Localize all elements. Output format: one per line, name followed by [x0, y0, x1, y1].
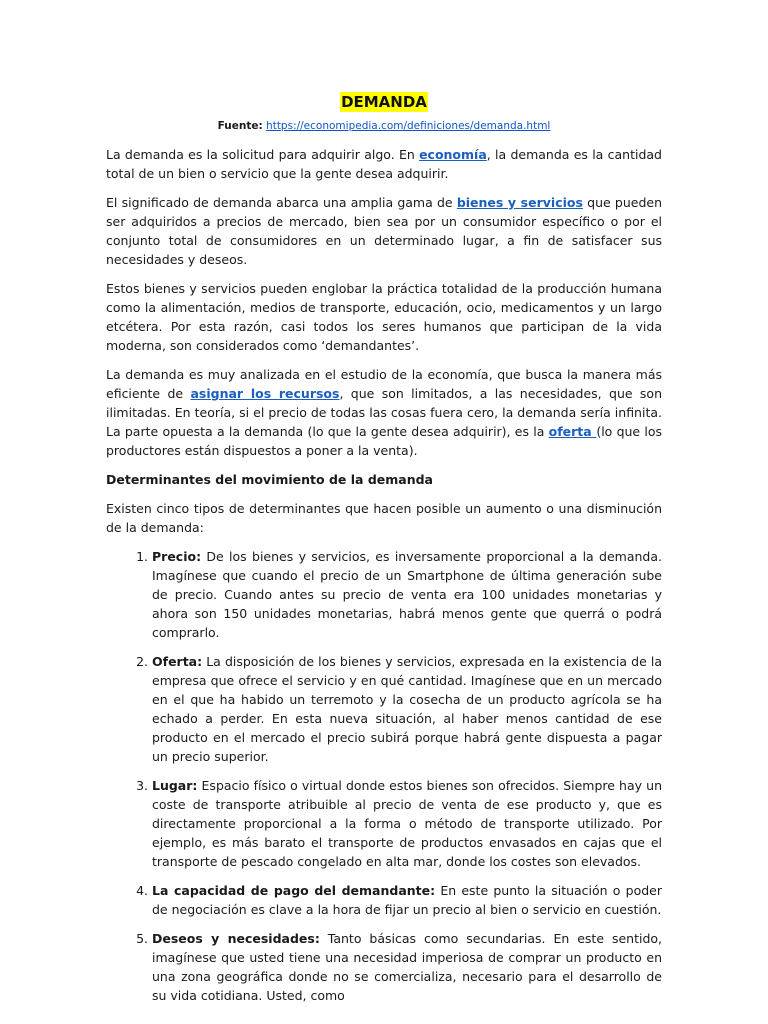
paragraph-5: Existen cinco tipos de determinantes que hacen posible un aumento o una disminución de la demanda:: [106, 501, 662, 535]
p4-text-b: , que son limitados, a las necesidades, que son ilimitadas. En teoría, si el precio de todas las cosas fuera cero, la demanda sería infinita. La parte opuesta a la demanda (lo que la gente desea adquirir), es la: [106, 386, 662, 439]
list-item-text: Espacio físico o virtual donde estos bienes son ofrecidos. Siempre hay un coste de transporte atribuible al precio de venta de ese producto y, que es directamente proporcional a la forma o método de transporte utilizado. Por ejemplo, es más barato el transporte de productos envasados en cajas que el transporte de pescado congelado en alta mar, donde los costes son elevados.: [152, 778, 662, 869]
paragraph-4: [106, 365, 662, 460]
p1-text-b: , la demanda es la cantidad total de un bien o servicio que la gente desea adquirir.: [106, 147, 662, 181]
list-item: [152, 881, 662, 919]
link-oferta[interactable]: oferta: [548, 424, 597, 439]
title-wrap: [106, 92, 662, 112]
source-url-link[interactable]: https://economipedia.com/definiciones/demanda.html: [266, 120, 551, 132]
paragraph-1: [106, 145, 662, 183]
paragraph-2: [106, 193, 662, 269]
p2-text-a: El significado de demanda abarca una amplia gama de: [106, 195, 457, 210]
list-item-term: Deseos y necesidades:: [152, 931, 320, 946]
paragraph-3: Estos bienes y servicios pueden englobar la práctica totalidad de la producción humana como la alimentación, medios de transporte, educación, ocio, medicamentos y un largo etcétera. Por esta razón, casi todos los seres humanos que participan de la vida moderna, son considerados como ‘demandantes’.: [106, 281, 662, 353]
list-item: [152, 929, 662, 1005]
list-item-text: Tanto básicas como secundarias. En este sentido, imagínese que usted tiene una necesidad imperiosa de comprar un producto en una zona geográfica donde no se comercializa, necesario para el desarrollo de su vida cotidiana. Usted, como: [152, 931, 662, 1003]
link-asignar-recursos[interactable]: asignar los recursos: [190, 386, 340, 401]
link-bienes-servicios[interactable]: bienes y servicios: [456, 195, 583, 210]
list-item-term: La capacidad de pago del demandante:: [152, 883, 436, 898]
list-item: [152, 547, 662, 642]
list-item-text: La disposición de los bienes y servicios, expresada en la existencia de la empresa que ofrece el servicio y en qué cantidad. Imagínese que en un mercado en el que ha habido un terremoto y la cosecha de un producto agrícola se ha echado a perder. En esta nueva situación, al haber menos cantidad de ese producto en el mercado el precio subirá porque habrá gente dispuesta a pagar un precio superior.: [152, 654, 662, 764]
source-label: Fuente:: [217, 120, 263, 132]
section-heading: Determinantes del movimiento de la demanda: [106, 472, 433, 487]
source-line: [106, 119, 662, 133]
p4-text-c: (lo que los productores están dispuestos a poner a la venta).: [106, 424, 662, 458]
p2-text-b: que pueden ser adquiridos a precios de mercado, bien sea por un consumidor específico o por el conjunto total de consumidores en un determinado lugar, a fin de satisfacer sus necesidades y deseos.: [106, 195, 662, 267]
p4-text-a: La demanda es muy analizada en el estudio de la economía, que busca la manera más eficiente de: [106, 367, 662, 401]
list-item-term: Precio:: [152, 549, 202, 564]
list-item: [152, 776, 662, 871]
list-item-term: Lugar:: [152, 778, 198, 793]
link-economia[interactable]: economía: [419, 147, 487, 162]
determinants-list: [106, 547, 662, 1005]
list-item-term: Oferta:: [152, 654, 203, 669]
document-title: DEMANDA: [341, 93, 427, 111]
list-item-text: En este punto la situación o poder de negociación es clave a la hora de fijar un precio al bien o servicio en cuestión.: [152, 883, 662, 917]
p1-text-a: La demanda es la solicitud para adquirir algo. En: [106, 147, 420, 162]
list-item: [152, 652, 662, 766]
list-item-text: De los bienes y servicios, es inversamente proporcional a la demanda. Imagínese que cuando el precio de un Smartphone de última generación sube de precio. Cuando antes su precio de venta era 100 unidades monetarias y ahora son 150 unidades monetarias, habrá menos gente que querrá o podrá comprarlo.: [152, 549, 662, 640]
